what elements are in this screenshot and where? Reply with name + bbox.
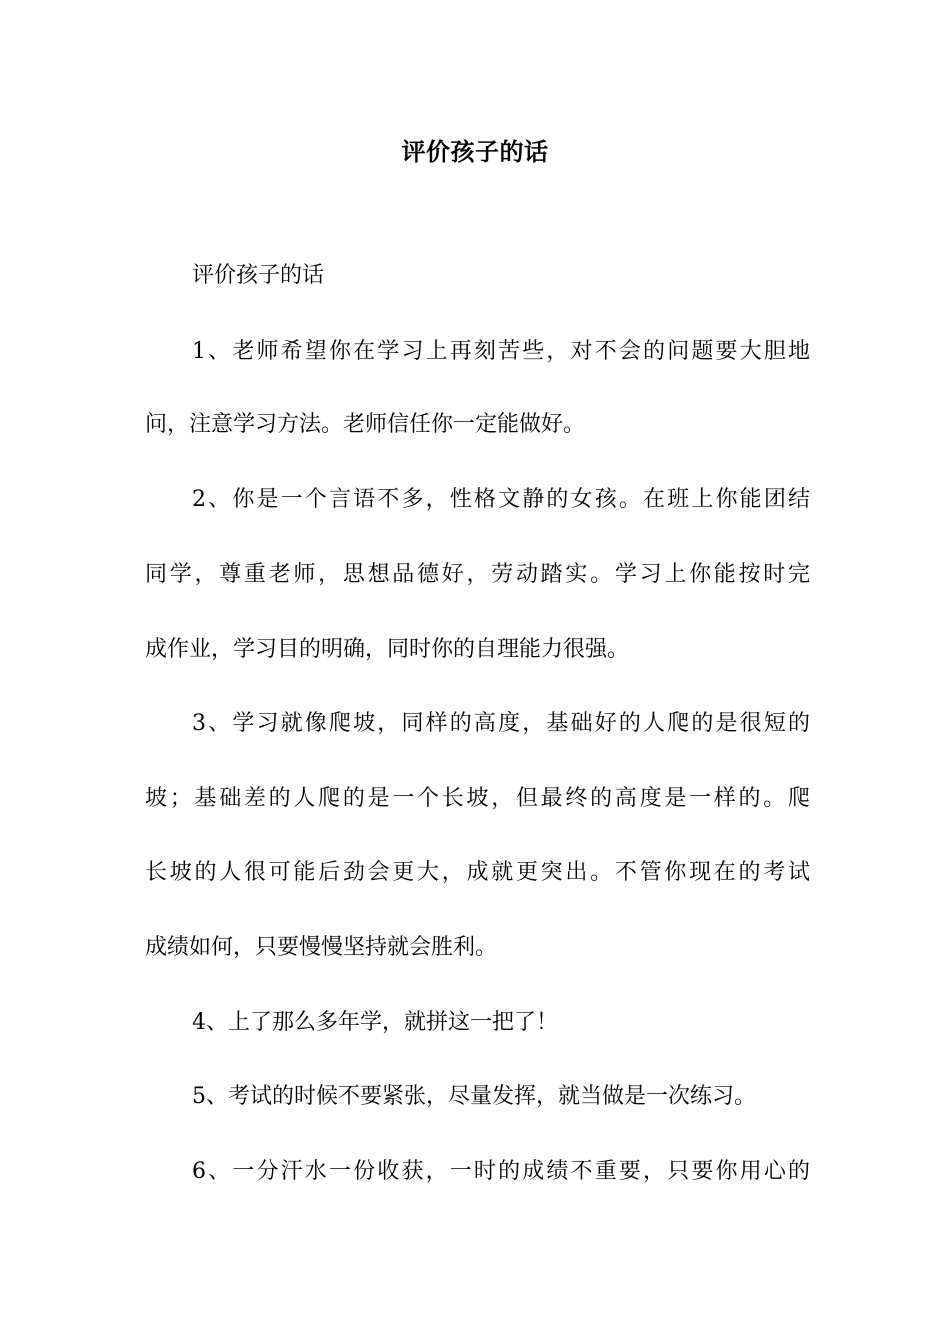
paragraph-3-line-3: 长坡的人很可能后劲会更大，成就更突出。不管你现在的考试 <box>145 860 810 885</box>
paragraph-2-line-2: 同学，尊重老师，思想品德好，劳动踏实。学习上你能按时完 <box>145 562 810 587</box>
paragraph-3-line-1: 3、学习就像爬坡，同样的高度，基础好的人爬的是很短的 <box>192 711 810 736</box>
paragraph-4-line-1: 4、上了那么多年学，就拼这一把了！ <box>192 1010 558 1035</box>
paragraph-2-line-1: 2、你是一个言语不多，性格文静的女孩。在班上你能团结 <box>192 487 810 512</box>
paragraph-1-line-2: 问，注意学习方法。老师信任你一定能做好。 <box>145 412 586 437</box>
section-heading: 评价孩子的话 <box>192 263 325 288</box>
paragraph-3-line-4: 成绩如何，只要慢慢坚持就会胜利。 <box>145 935 498 960</box>
document-title: 评价孩子的话 <box>401 137 549 166</box>
paragraph-3-line-2: 坡；基础差的人爬的是一个长坡，但最终的高度是一样的。爬 <box>145 786 810 811</box>
paragraph-5-line-1: 5、考试的时候不要紧张，尽量发挥，就当做是一次练习。 <box>192 1084 756 1109</box>
paragraph-6-line-1: 6、一分汗水一份收获，一时的成绩不重要，只要你用心的 <box>192 1159 810 1184</box>
paragraph-1-line-1: 1、老师希望你在学习上再刻苦些，对不会的问题要大胆地 <box>192 339 810 364</box>
paragraph-2-line-3: 成作业，学习目的明确，同时你的自理能力很强。 <box>145 637 630 662</box>
